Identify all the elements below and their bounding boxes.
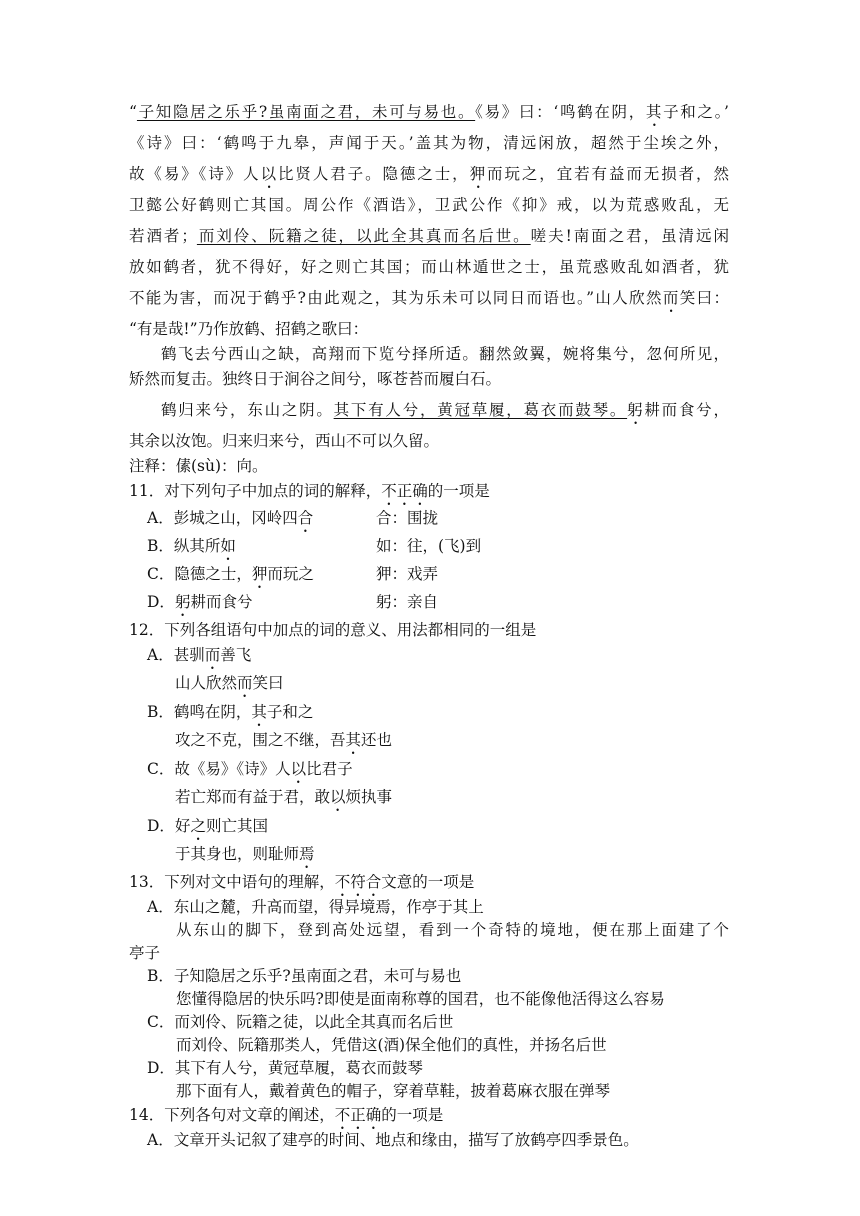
text: 笑曰： <box>679 289 729 307</box>
text: 比君子 <box>306 760 353 778</box>
text: C．隐德之士， <box>147 565 252 583</box>
passage-line-6 <box>129 255 729 279</box>
text: 文意的一项是 <box>381 873 475 891</box>
text: 耕而食兮 <box>190 593 253 611</box>
dotted-word: 不正确 <box>381 482 428 500</box>
q13-option-b-translation: 您懂得隐居的快乐吗?即使是面南称尊的国君，也不能像他活得这么容易 <box>176 990 665 1008</box>
dotted-word: 之 <box>190 817 206 835</box>
text: 于其身也，则耻师 <box>175 845 300 863</box>
passage-line-2 <box>129 131 729 155</box>
q12-option-d-line-2 <box>175 842 315 872</box>
text: A．彭城之山，冈岭四 <box>147 509 298 527</box>
q13-option-b[interactable]: B．子知隐居之乐乎?虽南面之君，未可与易也 <box>147 967 462 985</box>
text: 不能为害，而况于鹤乎?由此观之，其为乐未可以同日而语也。”山人欣然 <box>129 289 663 307</box>
text: D．好 <box>147 817 191 835</box>
passage-line-8 <box>129 317 729 341</box>
text: 《易》曰：‘鸣鹤在阴， <box>475 103 646 121</box>
text: 卫懿公好鹤则亡其国。周公作《酒诰》，卫武公作《抑》戒，以为荒惑败乱，无 <box>129 196 729 214</box>
text: 若酒者； <box>129 227 197 245</box>
dotted-word: 而 <box>662 289 680 307</box>
dotted-word: 狎 <box>251 565 268 583</box>
text: 耕而食兮， <box>644 401 729 419</box>
text: 笑曰 <box>252 674 284 692</box>
text: 而玩之，宜若有益而无损者，然 <box>487 165 729 183</box>
passage-line-1 <box>129 100 729 130</box>
text: 的一项是 <box>427 482 490 500</box>
q11-option-d-explanation: 躬：亲自 <box>376 593 439 611</box>
text: 《诗》曰：‘鹤鸣于九皋，声闻于天。’盖其为物，清远闲放，超然于尘埃之外， <box>129 134 729 152</box>
dotted-word: 其 <box>645 103 664 121</box>
q11-stem <box>129 479 729 509</box>
q11-option-a-explanation: 合：围拢 <box>376 509 439 527</box>
dotted-word: 以 <box>330 788 346 806</box>
text: 烦执事 <box>345 788 393 806</box>
q14-option-a[interactable]: A．文章开头记叙了建亭的时间、地点和缘由，描写了放鹤亭四季景色。 <box>147 1131 639 1149</box>
dotted-word: 焉 <box>299 845 315 863</box>
dotted-word: 如 <box>220 537 236 555</box>
q11-option-c[interactable] <box>147 562 314 592</box>
dotted-word: 其 <box>345 731 362 749</box>
q13-option-a-translation-cont: 亭子 <box>129 944 161 962</box>
q13-option-d-translation: 那下面有人，戴着黄色的帽子，穿着草鞋，披着葛麻衣服在弹琴 <box>176 1082 611 1100</box>
text: 放如鹤者，犹不得好，好之则亡其国；而山林遁世之士，虽荒惑败乱如酒者，犹 <box>129 258 729 276</box>
text: 14．下列各句对文章的阐述， <box>129 1106 335 1124</box>
text: 的一项是 <box>381 1106 444 1124</box>
q12-option-c-line-2 <box>175 785 392 815</box>
dotted-word: 狎 <box>469 165 488 183</box>
text: B．鹤鸣在阴， <box>147 703 252 721</box>
q13-option-c-translation: 而刘伶、阮籍那类人，凭借这(酒)保全他们的真性，并扬名后世 <box>176 1036 607 1054</box>
annotation-note <box>129 454 729 478</box>
q13-option-a[interactable]: A．东山之麓，升高而望，得异境焉，作亭于其上 <box>147 898 484 916</box>
passage-line-3 <box>129 162 729 192</box>
text: 13．下列对文中语句的理解， <box>129 873 335 891</box>
text: 故《易》《诗》人 <box>129 165 261 183</box>
dotted-word: 以 <box>290 760 307 778</box>
dotted-word: 以 <box>260 165 279 183</box>
dotted-word: 不符合 <box>334 873 382 891</box>
text: 则亡其国 <box>205 817 268 835</box>
dotted-word: 而 <box>204 646 221 664</box>
song-line-2 <box>129 367 729 391</box>
text: 其余以汝饱。归来归来兮，西山不可以久留。 <box>129 432 440 450</box>
text: 12．下列各组语句中加点的词的意义、用法都相同的一组是 <box>129 621 537 639</box>
text: 11．对下列句子中加点的词的解释， <box>129 482 382 500</box>
dotted-word: 其 <box>251 703 267 721</box>
q11-option-b-explanation: 如：往，(飞)到 <box>376 537 482 555</box>
passage-line-4 <box>129 193 729 217</box>
q12-option-c-line-1[interactable] <box>147 757 353 787</box>
underlined-sentence: 其下有人兮，黄冠草履，葛衣而鼓琴。 <box>333 401 628 419</box>
text: 子和之。’ <box>663 103 729 121</box>
text: 善飞 <box>220 646 252 664</box>
q11-option-a[interactable] <box>147 506 313 536</box>
song-line-3 <box>161 398 729 428</box>
q11-option-b[interactable] <box>147 534 236 564</box>
dotted-word: 躬 <box>627 401 645 419</box>
text: 攻之不克，围之不继，吾 <box>175 731 346 749</box>
text: 注释：傃(sù)：向。 <box>129 457 268 475</box>
q12-option-d-line-1[interactable] <box>147 814 268 844</box>
dotted-word: 合 <box>297 509 314 527</box>
text: B．纵其所 <box>147 537 221 555</box>
q12-option-b-line-2 <box>175 728 392 758</box>
text: “ <box>129 103 137 121</box>
dotted-word: 而 <box>237 674 253 692</box>
q12-option-a-line-2 <box>175 671 284 701</box>
text: D． <box>147 593 175 611</box>
text: A．甚驯 <box>147 646 205 664</box>
text: 山人欣然 <box>175 674 238 692</box>
text: 比贤人君子。隐德之士， <box>278 165 470 183</box>
text: 而玩之 <box>267 565 314 583</box>
dotted-word: 不正确 <box>334 1106 382 1124</box>
text: 若亡郑而有益于君，敢 <box>175 788 331 806</box>
song-line-1 <box>161 342 729 366</box>
text: C．故《易》《诗》人 <box>147 760 291 778</box>
text: 嗟夫!南面之君，虽清远闲 <box>530 227 729 245</box>
text: 矫然而复击。独终日于涧谷之间兮，啄苍苔而履白石。 <box>129 370 502 388</box>
q12-stem <box>129 618 729 642</box>
text: “有是哉!”乃作放鹤、招鹤之歌曰： <box>129 320 369 338</box>
underlined-sentence: 而刘伶、阮籍之徒，以此全其真而名后世。 <box>196 227 531 245</box>
text: 鹤飞去兮西山之缺，高翔而下览兮择所适。翻然敛翼，婉将集兮，忽何所见， <box>161 345 729 363</box>
song-line-4 <box>129 429 729 453</box>
q13-option-c[interactable]: C．而刘伶、阮籍之徒，以此全其真而名后世 <box>147 1013 454 1031</box>
text: 鹤归来兮，东山之阴。 <box>161 401 334 419</box>
passage-line-5 <box>129 224 729 248</box>
passage-line-7 <box>129 286 729 316</box>
text: 子和之 <box>266 703 314 721</box>
q12-option-a-line-1[interactable] <box>147 643 251 673</box>
q11-option-c-explanation: 狎：戏弄 <box>376 565 439 583</box>
q11-option-d[interactable] <box>147 590 252 620</box>
dotted-word: 躬 <box>174 593 191 611</box>
q13-option-d[interactable]: D．其下有人兮，黄冠草履，葛衣而鼓琴 <box>147 1059 423 1077</box>
q12-option-b-line-1[interactable] <box>147 700 313 730</box>
q13-option-a-translation: 从东山的脚下，登到高处远望，看到一个奇特的境地，便在那上面建了个 <box>176 921 729 939</box>
text: 还也 <box>361 731 393 749</box>
underlined-sentence: 子知隐居之乐乎?虽南面之君，未可与易也。 <box>136 103 476 121</box>
